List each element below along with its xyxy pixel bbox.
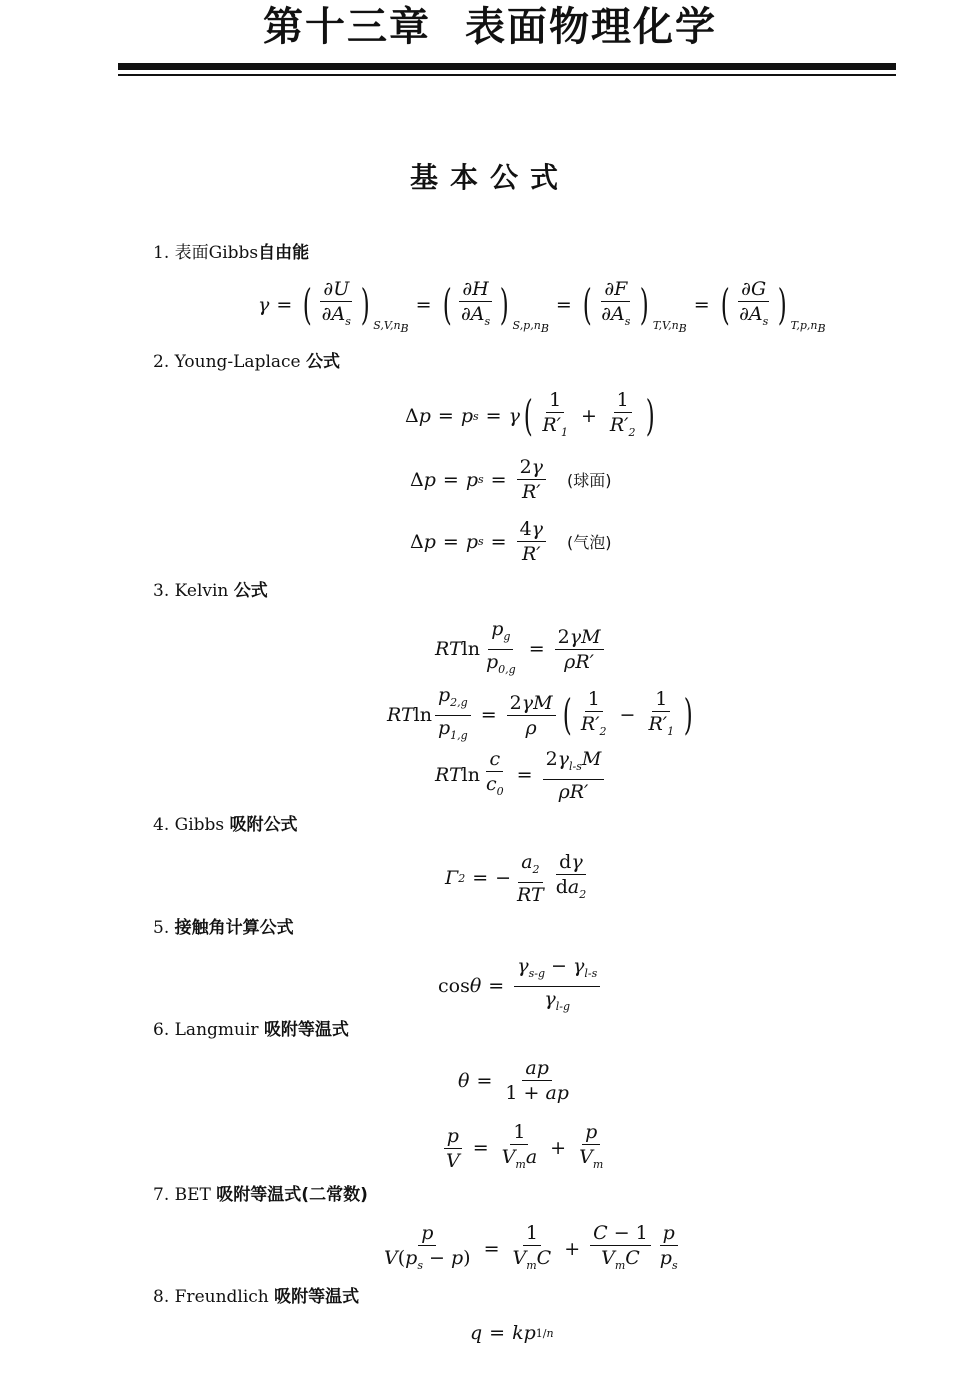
item-heading-8: 8. Freundlich 吸附等温式	[153, 1287, 360, 1307]
equation-surface-gibbs: γ = ( $\frac{\partial U}{\partial A_s}$ ) $S,V,n_B$ = ( $\frac{\partial H}{\partial A_s}$ ) $S,p,n_B$ = ( $\frac{\partial F}{\partial A_s}$ ) $T,V,n_B$ = ( $\frac{\partial G}{\partial A_s}$ ) $T,p,n_B$	[258, 278, 826, 335]
equation-freundlich: q = kp 1/n	[470, 1322, 554, 1344]
note-bubble: (气泡)	[567, 533, 612, 552]
item-heading-1: 1. 表面Gibbs自由能	[153, 243, 310, 263]
equation-kelvin-2: RT ln $\frac{p_{2,g}}{p_{1,g}}$ = $\frac{2\gamma M}{\rho}$ ( $\frac{1}{R'_2}$ − $\frac{1}{R'_1}$ )	[387, 684, 693, 742]
section-heading: 基本公式	[409, 161, 570, 194]
header-rule-thick	[118, 63, 896, 70]
equation-langmuir-1: θ = $\frac{ap}{1 + ap}$	[458, 1057, 569, 1104]
chapter-title	[0, 2, 980, 52]
item-heading-2: 2. Young-Laplace 公式	[153, 352, 341, 372]
equation-young-laplace-general: Δ p = p s = γ ( $\frac{1}{R'_1}$ + $\frac{1}{R'_2}$ )	[405, 389, 655, 441]
item-heading-7: 7. BET 吸附等温式(二常数)	[153, 1185, 368, 1205]
note-sphere: (球面)	[567, 471, 612, 490]
equation-kelvin-3: RT ln $\frac{c}{c_0}$ = $\frac{2\gamma_{l-s}M}{\rho R'}$	[435, 748, 607, 803]
header-rule-thin	[118, 74, 896, 76]
equation-langmuir-2: $\frac{p}{V}$ = $\frac{1}{V_ma}$ + $\frac{p}{V_m}$	[440, 1121, 609, 1176]
item-heading-4: 4. Gibbs 吸附公式	[153, 815, 298, 835]
chapter-number: 第十三章	[263, 4, 431, 50]
item-heading-5: 5. 接触角计算公式	[153, 918, 294, 938]
equation-bet: $\frac{p}{V(p_s - p)}$ = $\frac{1}{V_mC}$ + $\frac{C - 1}{V_mC}$ $\frac{p}{p_s}$	[384, 1222, 678, 1272]
equation-contact-angle: cos θ = $\frac{\gamma_{s-g} - \gamma_{l-s}}{\gamma_{l-g}}$	[438, 955, 603, 1018]
equation-gibbs-adsorption: Γ 2 = − $\frac{a_2}{RT}$ $\frac{d\gamma}{da_2}$	[445, 851, 587, 906]
equation-kelvin-1: RT ln $\frac{p_g}{p_{0,g}}$ = $\frac{2\gamma M}{\rho R'}$	[435, 618, 607, 681]
item-heading-3: 3. Kelvin 公式	[153, 581, 268, 601]
chapter-name: 表面物理化学	[465, 4, 717, 50]
item-heading-6: 6. Langmuir 吸附等温式	[153, 1020, 349, 1040]
equation-young-laplace-bubble: Δ p = p s = $\frac{4\gamma}{R'}$ (气泡)	[410, 518, 612, 565]
equation-young-laplace-sphere: Δ p = p s = $\frac{2\gamma}{R'}$ (球面)	[410, 456, 612, 503]
